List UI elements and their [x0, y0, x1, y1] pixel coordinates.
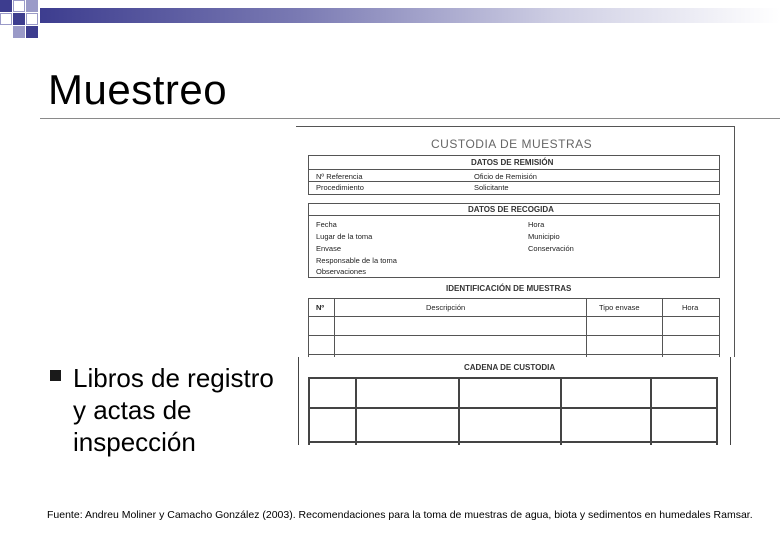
- label-observaciones: Observaciones: [316, 267, 367, 276]
- recogida-header: DATOS DE RECOGIDA: [468, 205, 554, 214]
- label-responsable: Responsable de la toma: [316, 256, 397, 265]
- divider: [308, 377, 718, 379]
- decorative-square: [26, 13, 38, 25]
- divider: [586, 298, 587, 357]
- cadena-header: CADENA DE CUSTODIA: [464, 363, 556, 372]
- divider: [308, 169, 720, 170]
- label-fecha: Fecha: [316, 220, 337, 229]
- identificacion-header: IDENTIFICACIÓN DE MUESTRAS: [446, 284, 572, 293]
- custody-form-image: [296, 126, 735, 357]
- divider: [355, 377, 357, 445]
- divider: [650, 377, 652, 445]
- chain-of-custody-image: [298, 357, 732, 445]
- divider: [308, 377, 310, 445]
- source-citation: Fuente: Andreu Moliner y Camacho González (2003). Recomendaciones para la toma de muestras de agua, biota y sedimentos en humedales Ramsar.: [47, 509, 753, 521]
- decorative-square: [13, 13, 25, 25]
- form-title: CUSTODIA DE MUESTRAS: [431, 137, 593, 151]
- col-tipo-envase: Tipo envase: [599, 303, 640, 312]
- decorative-square: [13, 0, 25, 12]
- label-hora: Hora: [528, 220, 545, 229]
- identificacion-table: [308, 298, 720, 357]
- divider: [716, 377, 718, 445]
- decorative-square: [0, 13, 12, 25]
- remision-header: DATOS DE REMISIÓN: [471, 158, 554, 167]
- divider: [308, 407, 718, 409]
- divider: [308, 215, 720, 216]
- decorative-square: [0, 0, 12, 12]
- divider: [662, 298, 663, 357]
- title-divider: [40, 118, 780, 119]
- divider: [308, 316, 720, 317]
- label-envase: Envase: [316, 244, 342, 253]
- label-lugar: Lugar de la toma: [316, 232, 373, 241]
- title-bar-gradient: [40, 8, 780, 23]
- label-oficio: Oficio de Remisión: [474, 172, 537, 181]
- bullet-text: Libros de registro y actas de inspección: [73, 363, 274, 457]
- decorative-square: [13, 26, 25, 38]
- bullet-square-icon: [50, 370, 61, 381]
- divider: [308, 181, 720, 182]
- label-conservacion: Conservación: [528, 244, 574, 253]
- decorative-square: [26, 0, 38, 12]
- decorative-square: [26, 26, 38, 38]
- label-referencia: Nº Referencia: [316, 172, 363, 181]
- slide-title: Muestreo: [48, 66, 228, 113]
- label-municipio: Municipio: [528, 232, 560, 241]
- label-solicitante: Solicitante: [474, 183, 509, 192]
- label-procedimiento: Procedimiento: [316, 183, 364, 192]
- col-hora: Hora: [682, 303, 699, 312]
- divider: [308, 354, 720, 355]
- divider: [298, 357, 299, 445]
- col-n: Nº: [316, 303, 325, 312]
- divider: [730, 357, 731, 445]
- divider: [308, 335, 720, 336]
- col-descripcion: Descripción: [426, 303, 466, 312]
- divider: [334, 298, 335, 357]
- divider: [308, 441, 718, 443]
- divider: [458, 377, 460, 445]
- divider: [560, 377, 562, 445]
